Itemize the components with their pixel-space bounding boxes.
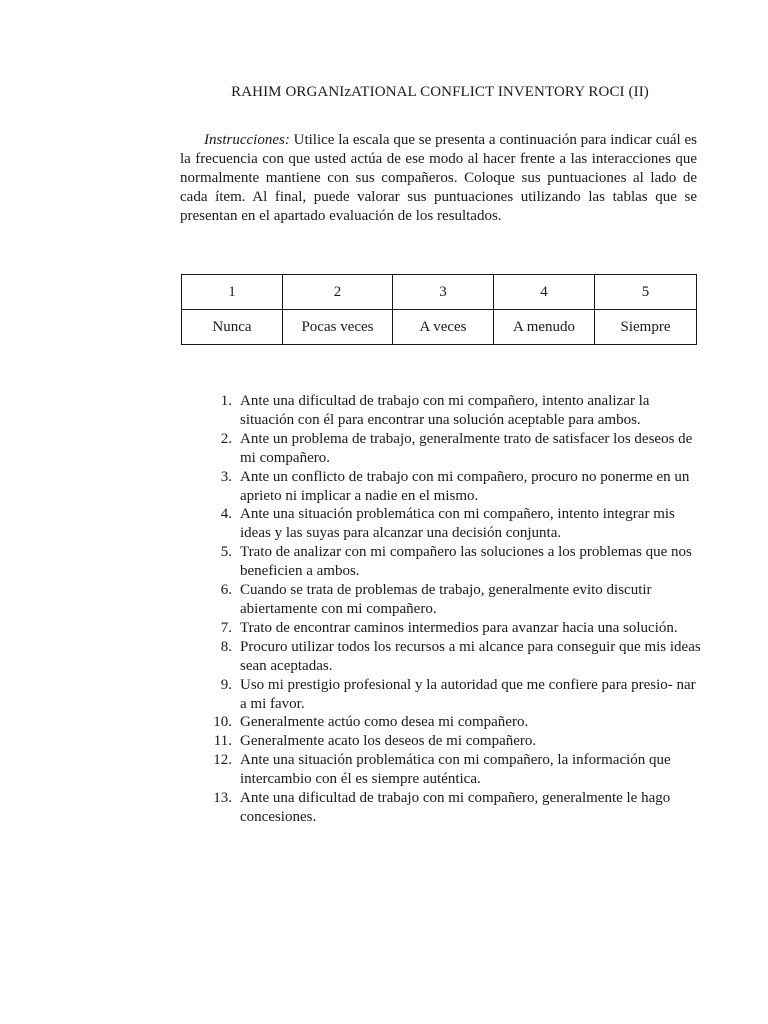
item-number: 7. bbox=[220, 619, 232, 636]
document-title: RAHIM ORGANIzATIONAL CONFLICT INVENTORY ROCI (II) bbox=[231, 84, 649, 100]
instructions-body: Utilice la escala que se presenta a continuación para indicar cuál es la frecuencia con que usted actúa de ese modo al hacer frente a las interacciones que normalmente mantiene con sus compañeros. Coloque sus puntuaciones al lado de cada ítem. Al final, puede valorar sus puntuaciones utilizando las tablas que se presentan en el apartado evaluación de los resultados. bbox=[180, 132, 697, 224]
item-text: Cuando se trata de problemas de trabajo, generalmente evito discutir abiertamente con mi compañero. bbox=[240, 582, 652, 617]
item-text: Ante una situación problemática con mi compañero, la información que intercambio con él es siempre auténtica. bbox=[240, 752, 671, 788]
item-text: Ante un problema de trabajo, generalmente trato de satisfacer los deseos de mi compañero. bbox=[240, 430, 693, 466]
item-number: 9. bbox=[220, 676, 232, 693]
item-text: Procuro utilizar todos los recursos a mi alcance para conseguir que mis ideas sean aceptadas. bbox=[240, 638, 701, 674]
scale-values-row bbox=[182, 275, 697, 310]
list-item bbox=[196, 468, 706, 506]
scale-label-cell: Pocas veces bbox=[283, 310, 393, 345]
item-text: Generalmente actúo como desea mi compañero. bbox=[240, 714, 529, 731]
scale-value-cell: 2 bbox=[283, 275, 393, 310]
rating-scale-table bbox=[181, 274, 697, 345]
list-item bbox=[196, 638, 706, 676]
list-item bbox=[196, 789, 706, 827]
item-number: 12. bbox=[213, 752, 232, 769]
list-item bbox=[196, 751, 706, 789]
scale-label-cell: A menudo bbox=[494, 310, 595, 345]
item-number: 8. bbox=[220, 638, 232, 655]
item-text: Trato de encontrar caminos intermedios para avanzar hacia una solución. bbox=[240, 619, 678, 636]
item-text: Uso mi prestigio profesional y la autoridad que me confiere para presio- nar a mi favor. bbox=[240, 676, 696, 712]
list-item bbox=[196, 392, 706, 430]
list-item bbox=[196, 581, 706, 619]
instructions-paragraph bbox=[180, 131, 697, 226]
list-item bbox=[196, 430, 706, 468]
scale-value-cell: 1 bbox=[182, 275, 283, 310]
item-text: Ante un conflicto de trabajo con mi compañero, procuro no ponerme en un aprieto ni implicar a nadie en el mismo. bbox=[240, 468, 690, 504]
scale-label-cell: A veces bbox=[393, 310, 494, 345]
list-item bbox=[196, 732, 706, 751]
list-item bbox=[196, 505, 706, 543]
item-text: Generalmente acato los deseos de mi compañero. bbox=[240, 733, 537, 750]
scale-labels-row bbox=[182, 310, 697, 345]
item-number: 2. bbox=[220, 430, 232, 447]
item-text: Ante una dificultad de trabajo con mi compañero, generalmente le hago concesiones. bbox=[240, 790, 671, 825]
item-number: 10. bbox=[213, 714, 232, 731]
list-item bbox=[196, 676, 706, 714]
item-number: 4. bbox=[220, 506, 232, 523]
scale-value-cell: 3 bbox=[393, 275, 494, 310]
scale-value-cell: 4 bbox=[494, 275, 595, 310]
scale-label-cell: Nunca bbox=[182, 310, 283, 345]
list-item bbox=[196, 619, 706, 638]
item-number: 13. bbox=[213, 790, 232, 807]
item-text: Ante una dificultad de trabajo con mi compañero, intento analizar la situación con él para encontrar una solución aceptable para ambos. bbox=[240, 393, 650, 428]
item-number: 6. bbox=[220, 582, 232, 599]
item-number: 11. bbox=[213, 733, 232, 750]
instructions-lead: Instrucciones: bbox=[204, 132, 290, 148]
item-text: Trato de analizar con mi compañero las soluciones a los problemas que nos beneficien a ambos. bbox=[240, 544, 692, 580]
scale-value-cell: 5 bbox=[595, 275, 697, 310]
item-number: 3. bbox=[220, 468, 232, 485]
scale-label-cell: Siempre bbox=[595, 310, 697, 345]
list-item bbox=[196, 543, 706, 581]
questionnaire-items-list bbox=[196, 392, 706, 827]
item-text: Ante una situación problemática con mi compañero, intento integrar mis ideas y las suyas para alcanzar una decisión conjunta. bbox=[240, 506, 675, 542]
item-number: 1. bbox=[220, 393, 232, 409]
item-number: 5. bbox=[220, 544, 232, 561]
list-item bbox=[196, 713, 706, 732]
